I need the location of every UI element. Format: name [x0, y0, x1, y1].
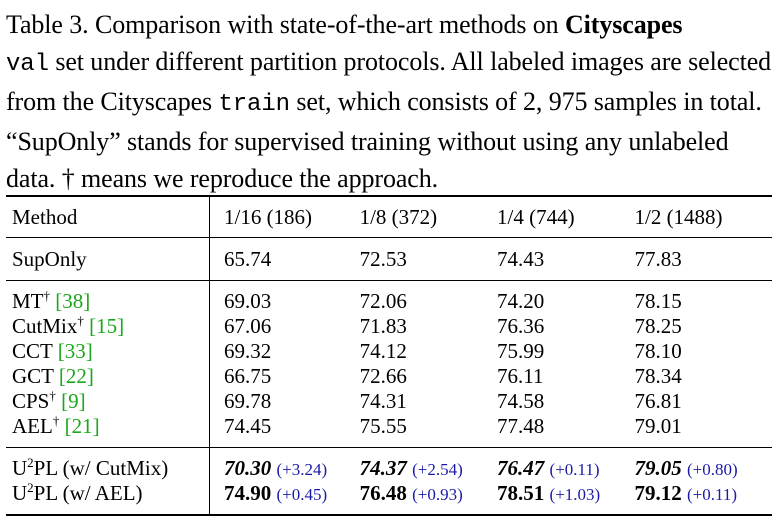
- improvement-delta: (+0.93): [412, 485, 463, 504]
- method-prefix: U: [12, 481, 28, 505]
- improvement-delta: (+3.24): [276, 460, 328, 479]
- ours-cell: [360, 448, 497, 482]
- reproduced-dagger: †: [77, 313, 84, 328]
- caption-text-2: set under different partition protocols. All labeled images are selected from the Cityscapes: [6, 47, 772, 116]
- reproduced-dagger: †: [49, 388, 56, 403]
- method-superscript: 2: [27, 480, 34, 495]
- baseline-value: 69.32: [209, 339, 359, 364]
- baseline-value: 69.03: [209, 281, 359, 315]
- baseline-value: 72.06: [359, 289, 407, 313]
- citation-link[interactable]: [33]: [57, 339, 93, 363]
- baseline-value: 74.31: [359, 389, 407, 413]
- citation-link[interactable]: [9]: [61, 389, 86, 413]
- header-1-16: 1/16 (186): [209, 196, 359, 238]
- ours-value: 74.37: [359, 456, 407, 480]
- ours-value: 79.05: [634, 456, 682, 480]
- suponly-value: 72.53: [359, 246, 407, 271]
- baseline-method: [6, 339, 209, 364]
- header-method: Method: [12, 204, 78, 229]
- results-table: [6, 195, 772, 516]
- reproduced-dagger: †: [52, 413, 60, 428]
- suponly-method: SupOnly: [12, 246, 87, 271]
- header-row: [6, 196, 772, 238]
- baseline-row: [6, 364, 772, 389]
- baseline-value: 69.78: [209, 389, 359, 414]
- citation-number: 33: [64, 339, 86, 363]
- baseline-method: [6, 414, 209, 448]
- header-1-4: 1/4 (744): [497, 204, 575, 229]
- suponly-value: 74.43: [497, 246, 545, 271]
- improvement-delta: (+1.03): [549, 485, 601, 504]
- baseline-value: 66.75: [209, 364, 359, 389]
- citation-number: 15: [96, 314, 118, 338]
- citation-number: 9: [68, 389, 79, 413]
- baseline-value: 76.11: [497, 364, 544, 388]
- improvement-delta: (+0.11): [549, 460, 600, 479]
- citation-link[interactable]: [15]: [89, 314, 125, 338]
- baseline-value: 75.55: [359, 414, 407, 438]
- citation-number: 21: [71, 414, 93, 438]
- baseline-value: 76.36: [497, 314, 545, 338]
- baseline-value: 74.20: [497, 289, 545, 313]
- baseline-value: 79.01: [634, 414, 682, 438]
- baseline-row: [6, 389, 772, 414]
- header-1-8: 1/8 (372): [359, 204, 438, 229]
- caption-text-3: set, which consists of 2, 975 samples in total. “SupOnly” stands for supervised training without using any unlabeled data. † means we reproduce the approach.: [6, 87, 762, 193]
- method-name: CutMix: [12, 314, 78, 338]
- citation-link[interactable]: [22]: [58, 364, 94, 388]
- baseline-value: 71.83: [359, 314, 407, 338]
- baseline-method: [6, 389, 209, 414]
- ours-cell: [497, 481, 634, 515]
- method-name: GCT: [12, 364, 54, 388]
- citation-number: 38: [62, 289, 84, 313]
- ours-cell: [634, 448, 772, 482]
- baseline-value: 74.58: [497, 389, 545, 413]
- ours-cell: [209, 481, 359, 515]
- baseline-value: 76.81: [634, 389, 682, 413]
- baseline-value: 78.10: [634, 339, 682, 363]
- ours-row: [6, 448, 772, 482]
- baseline-row: [6, 281, 772, 315]
- ours-value: 78.51: [497, 481, 545, 505]
- reproduced-dagger: †: [43, 288, 50, 303]
- ours-cell: [497, 448, 634, 482]
- baseline-row: [6, 339, 772, 364]
- ours-cell: [209, 448, 359, 482]
- baseline-row: [6, 314, 772, 339]
- ours-value: 74.90: [223, 481, 272, 505]
- ours-row: [6, 481, 772, 515]
- baseline-method: [6, 314, 209, 339]
- ours-method: [6, 448, 209, 482]
- ours-value: 76.47: [497, 456, 545, 480]
- method-prefix: U: [12, 456, 28, 480]
- results-table-container: [6, 195, 772, 516]
- baseline-method: [6, 281, 209, 315]
- citation-number: 22: [65, 364, 87, 388]
- baseline-value: 78.25: [634, 314, 682, 338]
- baseline-value: 74.45: [209, 414, 359, 448]
- method-name: CPS: [12, 389, 50, 413]
- ours-cell: [634, 481, 772, 515]
- caption-text-1: Comparison with state-of-the-art methods on: [88, 10, 565, 39]
- baseline-row: [6, 414, 772, 448]
- baseline-method: [6, 364, 209, 389]
- method-suffix: PL (w/ CutMix): [33, 456, 169, 480]
- baseline-value: 78.34: [634, 364, 682, 388]
- caption-val-code: val: [6, 51, 49, 78]
- ours-value: 76.48: [359, 481, 407, 505]
- method-name: MT: [12, 289, 44, 313]
- table-caption: [6, 6, 772, 197]
- citation-link[interactable]: [21]: [64, 414, 100, 438]
- method-suffix: PL (w/ AEL): [33, 481, 143, 505]
- baseline-value: 67.06: [209, 314, 359, 339]
- ours-value: 79.12: [634, 481, 682, 505]
- caption-label: Table 3.: [6, 10, 89, 39]
- baseline-value: 78.15: [634, 289, 682, 313]
- header-1-2: 1/2 (1488): [634, 204, 723, 229]
- baseline-value: 75.99: [497, 339, 545, 363]
- caption-dataset: Cityscapes: [564, 10, 683, 39]
- suponly-value: 65.74: [209, 238, 359, 281]
- ours-method: [6, 481, 209, 515]
- suponly-value: 77.83: [634, 246, 682, 271]
- ours-cell: [360, 481, 497, 515]
- improvement-delta: (+0.80): [686, 460, 738, 479]
- citation-link[interactable]: [38]: [55, 289, 91, 313]
- baseline-value: 74.12: [359, 339, 407, 363]
- suponly-row: [6, 238, 772, 281]
- baseline-value: 72.66: [359, 364, 407, 388]
- caption-train-code: train: [218, 91, 290, 118]
- improvement-delta: (+2.54): [412, 460, 463, 479]
- ours-value: 70.30: [223, 456, 272, 480]
- improvement-delta: (+0.45): [276, 485, 328, 504]
- method-name: CCT: [12, 339, 53, 363]
- baseline-value: 77.48: [497, 414, 545, 438]
- method-name: AEL: [12, 414, 53, 438]
- method-superscript: 2: [27, 455, 34, 470]
- improvement-delta: (+0.11): [686, 485, 738, 504]
